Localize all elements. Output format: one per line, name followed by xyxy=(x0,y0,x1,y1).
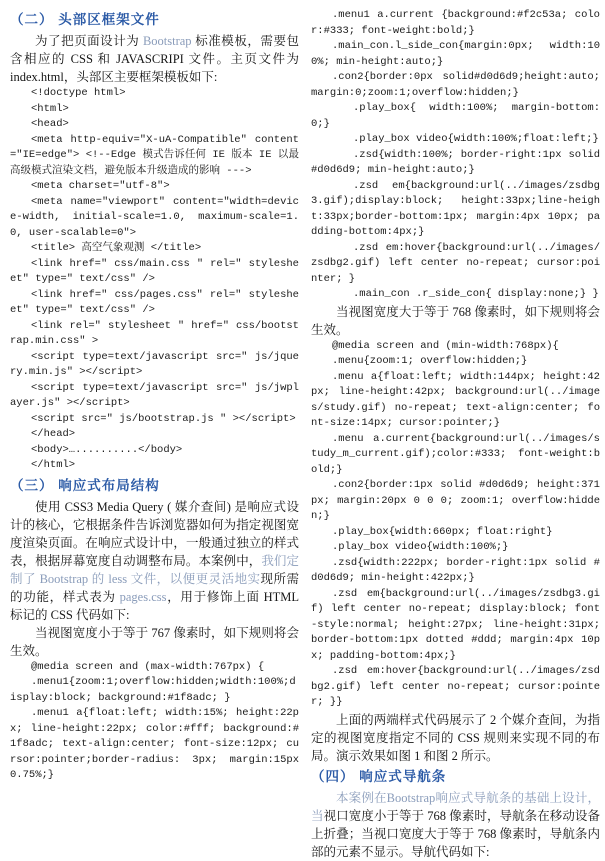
code-line xyxy=(311,179,600,241)
text-run: .zsd{width:100%; border-right:1px solid #d0d6d9; min-height:auto;} xyxy=(311,148,600,176)
text-run: 上面的两端样式代码展示了 2 个媒介查间，为指定的视图宽度指定不同的 CSS 规则来实现不同的布局。演示效果如图 1 和图 2 所示。 xyxy=(311,712,600,763)
code-line xyxy=(311,39,600,70)
section-heading xyxy=(311,767,600,787)
code-line xyxy=(10,381,299,412)
code-line xyxy=(311,8,600,39)
text-run: .menu1 a{float:left; width:15%; height:22px; line-height:22px; color:#fff; background:#1f8adc; text-align:center; font-size:12px; cursor:pointer;border-radius: 3px; margin:15px 0.75%;} xyxy=(10,707,299,781)
code-line xyxy=(10,241,299,257)
code-line xyxy=(311,339,600,355)
code-line xyxy=(10,133,299,180)
text-run: Bootstrap xyxy=(142,34,192,48)
text-run: <head> xyxy=(31,118,69,130)
code-line xyxy=(10,350,299,381)
text-run: <link rel=" stylesheet " href=" css/bootstrap.min.css" > xyxy=(10,319,299,347)
text-run: <meta name="viewport" content="width=device-width, initial-scale=1.0, maximum-scale=1.0, user-scalable=0"> xyxy=(10,195,299,239)
text-run: .menu1 a.current {background:#f2c53a; color:#333; font-weight:bold;} xyxy=(311,9,600,37)
paragraph xyxy=(311,711,600,765)
code-line xyxy=(10,675,299,706)
text-run: 标准模板，需要包含相应的 CSS 和 JAVASCRIPI 文件。主页文件为 index.html，头部区主要框架模板如下: xyxy=(10,34,299,84)
text-run: .menu a.current{background:url(../images/study_m_current.gif);color:#333; font-weight:bold;} xyxy=(311,432,600,476)
text-run: .menu1{zoom:1;overflow:hidden;width:100%;display:block; background:#1f8adc; } xyxy=(10,676,296,704)
text-run: <title> 高空气象观测 </title> xyxy=(31,242,202,254)
text-run: .zsd em:hover{background:url(../images/zsdbg2.gif) left center no-repeat; cursor:pointer; } xyxy=(311,241,600,285)
text-run: 当视图宽度大于等于 768 像素时，如下规则将会生效。 xyxy=(311,304,600,337)
text-run: .con2{border:1px solid #d0d6d9; height:371px; margin:20px 0 0 0; zoom:1; overflow:hidden;} xyxy=(311,479,600,522)
text-run: （二） 头部区框架文件 xyxy=(10,12,160,27)
code-line xyxy=(10,86,299,102)
code-line xyxy=(10,458,299,474)
text-run: 为了把页面设计为 xyxy=(35,34,143,48)
code-line xyxy=(311,354,600,370)
text-run: .main_con.l_side_con{margin:0px; width:100%; min-height:auto;} xyxy=(311,40,600,68)
text-run: .menu{zoom:1; overflow:hidden;} xyxy=(332,355,528,367)
text-run: 我们定制了 Bootstrap 的 less 文件，以便更灵活地实 xyxy=(10,553,299,586)
code-line xyxy=(10,117,299,133)
text-run: 当视图宽度小于等于 767 像素时，如下规则将会生效。 xyxy=(10,625,299,658)
code-line xyxy=(311,432,600,479)
text-run: <html> xyxy=(31,102,69,115)
code-line xyxy=(311,287,600,303)
section-heading xyxy=(10,476,299,496)
paragraph xyxy=(311,789,600,861)
text-run: 本案例在Bootstrap响应式导航条的基础上设计， 当 xyxy=(311,790,600,823)
code-line xyxy=(311,148,600,179)
text-run: .zsd em{background:url(../images/zsdbg3.gif) left center no-repeat; display:block; font-style:normal; height:27px; line-height:31px; border-bottom:1px dotted #ddd; margin:4px 10px; padding-bottom:4px;} xyxy=(311,587,600,662)
text-run: 使用 CSS3 Media Query ( 媒介查间) 是响应式设计的核心，它根据条件告诉浏览器如何为指定视图宽度渲染页面。在响应式设计中，一般通过独立的样式表，根据屏幕宽度自动调整布局。本案例中， xyxy=(10,499,299,568)
text-run: .play_box video{width:100%;} xyxy=(332,541,509,553)
code-line xyxy=(10,102,299,118)
code-line xyxy=(10,195,299,242)
text-run: <meta http-equiv="X-uA-Compatible" content="IE=edge"> <!--Edge 模式告诉任何 IE 版本 IE 以最高级模式渲染文档，避免版本升级造成的影响 ---> xyxy=(10,133,299,177)
text-run: .play_box{width:660px; float:right} xyxy=(332,525,553,538)
text-run: .play_box video{width:100%;float:left;} xyxy=(353,133,599,145)
text-run: .con2{border:0px solid#d0d6d9;height:auto;margin:0;zoom:1;overflow:hidden;} xyxy=(311,71,600,99)
text-run: （四） 响应式导航条 xyxy=(311,768,447,784)
code-line xyxy=(311,132,600,148)
code-line xyxy=(311,664,600,711)
code-line xyxy=(10,412,299,428)
text-run: </html> xyxy=(31,459,76,471)
code-line xyxy=(311,478,600,525)
paragraph xyxy=(10,498,299,624)
text-run: 现所需的功能，样式表为 xyxy=(10,571,299,604)
code-line xyxy=(311,70,600,101)
text-run: ，用于修饰上面 HTML 标记的 CSS 代码如下: xyxy=(10,589,299,622)
paragraph xyxy=(10,32,299,86)
code-line xyxy=(311,101,600,132)
code-line xyxy=(10,257,299,288)
code-line xyxy=(311,587,600,665)
code-line xyxy=(311,525,600,541)
text-run: .zsd em:hover{background:url(../images/zsdbg2.gif) left center no-repeat; cursor:pointer; }} xyxy=(311,665,600,708)
text-run: （三） 响应式布局结构 xyxy=(10,477,160,493)
text-run: <script type=text/javascript src=" js/jwplayer.js" ></script> xyxy=(10,381,299,409)
code-line xyxy=(311,556,600,587)
code-line xyxy=(10,319,299,350)
text-run: <meta charset="utf-8"> xyxy=(31,180,170,192)
code-line xyxy=(10,427,299,443)
text-run: <!doctype html> xyxy=(31,87,126,99)
text-run: <body>…..........</body> xyxy=(31,443,183,456)
text-run: </head> xyxy=(31,428,76,440)
text-run: <link href=" css/main.css " rel=" stylesheet" type=" text/css" /> xyxy=(10,257,299,285)
paragraph xyxy=(311,303,600,339)
text-run: <script type=text/javascript src=" js/jquery.min.js" ></script> xyxy=(10,350,299,378)
text-run: .zsd{width:222px; border-right:1px solid #d0d6d9; min-height:422px;} xyxy=(311,556,600,584)
text-run: .main_con .r_side_con{ display:none;} } xyxy=(353,288,599,300)
column-left xyxy=(10,8,299,786)
code-line xyxy=(311,540,600,556)
code-line xyxy=(10,660,299,676)
code-line xyxy=(10,288,299,319)
code-line xyxy=(311,370,600,432)
text-run: pages.css xyxy=(119,589,167,604)
text-run: <script src=" js/bootstrap.js " ></script> xyxy=(31,412,296,425)
text-run: @media screen and (max-width:767px) { xyxy=(31,660,265,673)
section-heading xyxy=(10,10,299,30)
paragraph xyxy=(10,624,299,660)
text-run: .menu a{float:left; width:144px; height:42px; line-height:42px; background:url(../images/study.gif) no-repeat; text-align:center; font-size:14px; cursor:pointer;} xyxy=(311,370,600,429)
text-run: .zsd em{background:url(../images/zsdbg3.gif);display:block; height:33px;line-height:33px;border-bottom:1px; margin:4px 10px; padding-bottom:4px;} xyxy=(311,179,600,238)
code-line xyxy=(10,443,299,459)
text-run: 视口宽度小于等于 768 像素时，导航条在移动设备上折叠；当视口宽度大于等于 768 像素时，导航条内部的元素不显示。导航代码如下: xyxy=(311,808,600,859)
code-line xyxy=(311,241,600,288)
text-run: @media screen and (min-width:768px){ xyxy=(332,339,559,352)
text-run: .play_box{ width:100%; margin-bottom:0;} xyxy=(311,102,600,130)
column-right xyxy=(311,8,600,859)
code-line xyxy=(10,706,299,784)
code-line xyxy=(10,179,299,195)
text-run: <link href=" css/pages.css" rel=" stylesheet" type=" text/css" /> xyxy=(10,288,299,316)
